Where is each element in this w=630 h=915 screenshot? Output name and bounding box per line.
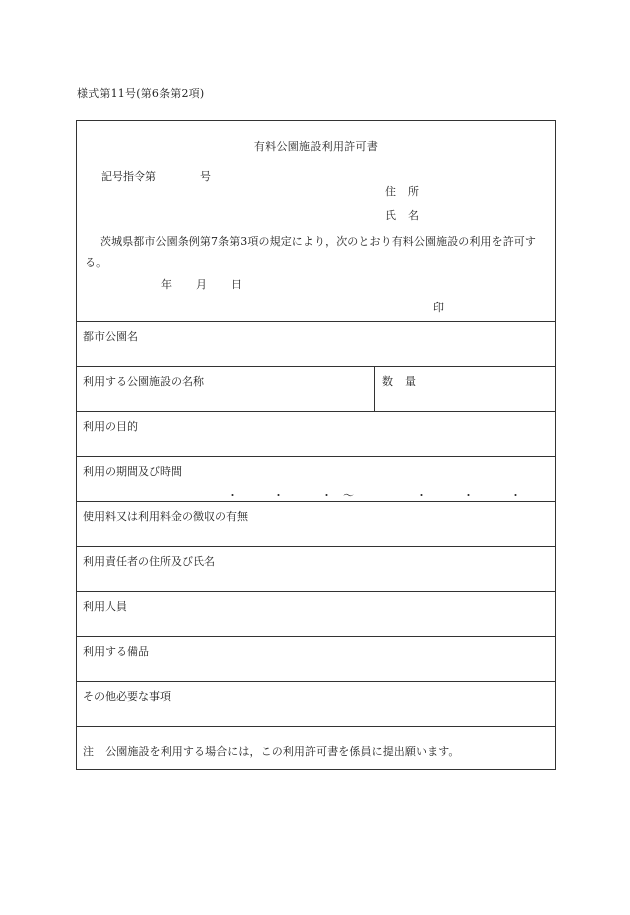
equipment-label: 利用する備品 (83, 645, 149, 658)
period-date-marks (77, 487, 555, 501)
period-end-dot-3: ・ (510, 489, 521, 502)
facility-name-label: 利用する公園施設の名称 (83, 375, 204, 388)
row-responsible-person (77, 546, 555, 591)
row-park-name (77, 321, 555, 366)
period-end-dot-1: ・ (416, 489, 427, 502)
row-fee (77, 501, 555, 546)
row-purpose (77, 411, 555, 456)
address-label-char-2: 所 (408, 185, 419, 198)
name-label-char-2: 名 (408, 209, 419, 222)
period-label: 利用の期間及び時間 (83, 465, 182, 478)
permit-form (76, 120, 556, 770)
address-label (385, 183, 419, 199)
period-range-tilde: 〜 (343, 489, 354, 502)
period-start-dot-2: ・ (273, 489, 284, 502)
name-label (385, 207, 419, 223)
period-start-dot-3: ・ (321, 489, 332, 502)
row-facility-name (77, 366, 555, 411)
date-line (161, 276, 242, 292)
form-note: 注 公園施設を利用する場合には，この利用許可書を係員に提出願います。 (83, 745, 460, 758)
row-period (77, 456, 555, 501)
period-start-dot-1: ・ (227, 489, 238, 502)
purpose-label: 利用の目的 (83, 420, 138, 433)
date-month: 月 (196, 278, 207, 291)
number-line-prefix: 記号指令第 (101, 170, 156, 183)
park-name-label: 都市公園名 (83, 330, 138, 343)
quantity-label-char-1: 数 (382, 375, 393, 388)
other-matters-label: その他必要な事項 (83, 690, 171, 703)
date-day: 日 (231, 278, 242, 291)
number-line (101, 168, 211, 184)
form-number-label: 様式第11号(第6条第2項) (77, 87, 205, 100)
date-year: 年 (161, 278, 172, 291)
row-note (77, 726, 555, 770)
row-equipment (77, 636, 555, 681)
permit-statement: 茨城県都市公園条例第7条第3項の規定により，次のとおり有料公園施設の利用を許可する。 (85, 235, 536, 269)
seal-mark: 印 (433, 301, 444, 314)
number-line-suffix: 号 (200, 170, 211, 183)
row-other-matters (77, 681, 555, 726)
form-title: 有料公園施設利用許可書 (253, 140, 379, 153)
period-end-dot-2: ・ (463, 489, 474, 502)
fee-label: 使用料又は利用料金の徴収の有無 (83, 510, 248, 523)
users-label: 利用人員 (83, 600, 127, 613)
quantity-label-char-2: 量 (405, 375, 416, 388)
address-label-char-1: 住 (385, 185, 396, 198)
row-users (77, 591, 555, 636)
quantity-divider (374, 367, 375, 411)
quantity-label (382, 373, 416, 389)
responsible-person-label: 利用責任者の住所及び氏名 (83, 555, 215, 568)
name-label-char-1: 氏 (385, 209, 396, 222)
